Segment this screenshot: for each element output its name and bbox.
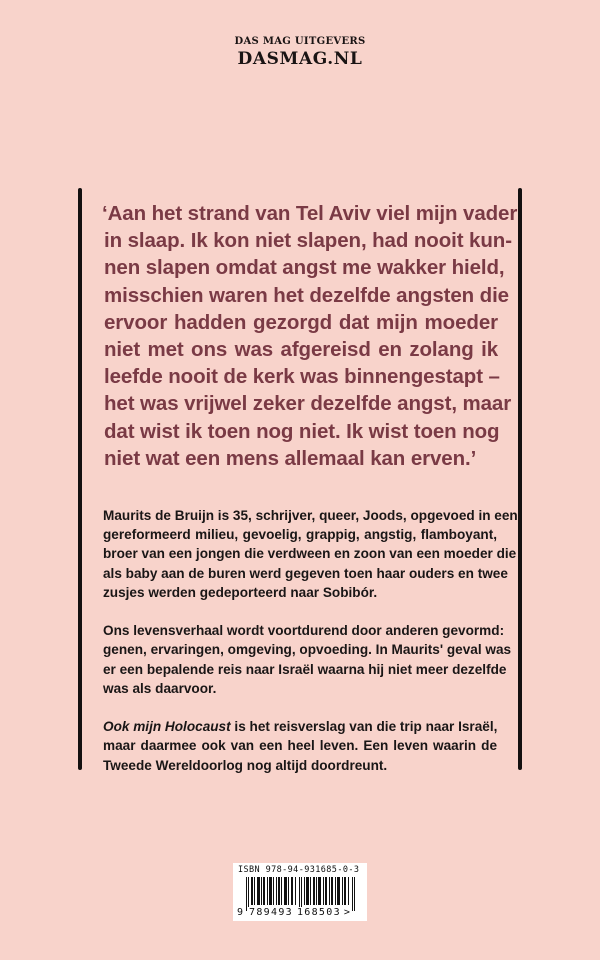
pull-quote xyxy=(102,200,518,472)
blurb-line: Maurits de Bruijn is 35, schrijver, queer, Joods, opgevoed in een xyxy=(103,508,518,523)
blurb-line: Ons levensverhaal wordt voortdurend door anderen gevormd: xyxy=(103,623,505,639)
quote-line: ‘Aan het strand van Tel Aviv viel mijn vader xyxy=(102,202,518,225)
left-vertical-rule xyxy=(78,188,82,770)
blurb-paragraph-author xyxy=(103,506,518,602)
blurb-line: Tweede Wereldoorlog nog altijd doordreunt. xyxy=(103,757,388,773)
blurb xyxy=(103,506,518,794)
quote-line: het was vrijwel zeker dezelfde angst, maar xyxy=(104,392,512,416)
blurb-line: gereformeerd milieu, gevoelig, grappig, angstig, flamboyant, xyxy=(103,527,497,543)
quiet-zone-arrow-icon: > xyxy=(343,907,350,918)
blurb-line-rest: is het reisverslag van die trip naar Israël, xyxy=(230,719,498,735)
blurb-line xyxy=(103,717,497,736)
blurb-paragraph-book xyxy=(103,717,497,775)
quote-line: leefde nooit de kerk was binnengestapt – xyxy=(104,365,500,389)
blurb-line: genen, ervaringen, omgeving, opvoeding. In Maurits' geval was xyxy=(103,642,512,658)
book-title: Ook mijn Holocaust xyxy=(103,719,231,735)
blurb-line: was als daarvoor. xyxy=(103,680,217,696)
isbn-barcode xyxy=(233,863,367,921)
quote-line: in slaap. Ik kon niet slapen, had nooit kun- xyxy=(104,229,512,253)
ean-first-digit: 9 xyxy=(237,907,244,918)
barcode-bars-icon xyxy=(246,877,356,911)
ean-digits xyxy=(236,907,351,918)
quote-line: nen slapen omdat angst me wakker hield, xyxy=(104,256,505,280)
right-vertical-rule xyxy=(518,188,522,770)
quote-line: misschien waren het dezelfde angsten die xyxy=(104,283,509,307)
quote-line: niet met ons was afgereisd en zolang ik xyxy=(104,338,498,362)
blurb-line: broer van een jongen die verdween en zoon van een moeder die xyxy=(103,546,517,562)
blurb-paragraph-life-story xyxy=(103,621,512,698)
publisher-name: DAS MAG UITGEVERS xyxy=(234,36,366,47)
blurb-line: maar daarmee ook van een heel leven. Een leven waarin de xyxy=(103,738,497,754)
blurb-line: als baby aan de buren werd gegeven toen haar ouders en twee xyxy=(103,565,508,581)
publisher-header xyxy=(0,36,600,69)
blurb-line: zusjes werden gedeporteerd naar Sobibór. xyxy=(103,584,378,600)
ean-group-1: 789493 xyxy=(249,907,293,918)
quote-line: dat wist ik toen nog niet. Ik wist toen nog xyxy=(104,419,500,443)
publisher-website: DASMAG.NL xyxy=(237,49,363,69)
blurb-line: er een bepalende reis naar Israël waarna hij niet meer dezelfde xyxy=(103,661,507,677)
isbn-label: ISBN 978-94-931685-0-3 xyxy=(238,865,360,875)
quote-line: niet wat een mens allemaal kan erven.’ xyxy=(104,446,477,470)
quote-line: ervoor hadden gezorgd dat mijn moeder xyxy=(104,310,498,334)
ean-group-2: 168503 xyxy=(296,907,341,918)
